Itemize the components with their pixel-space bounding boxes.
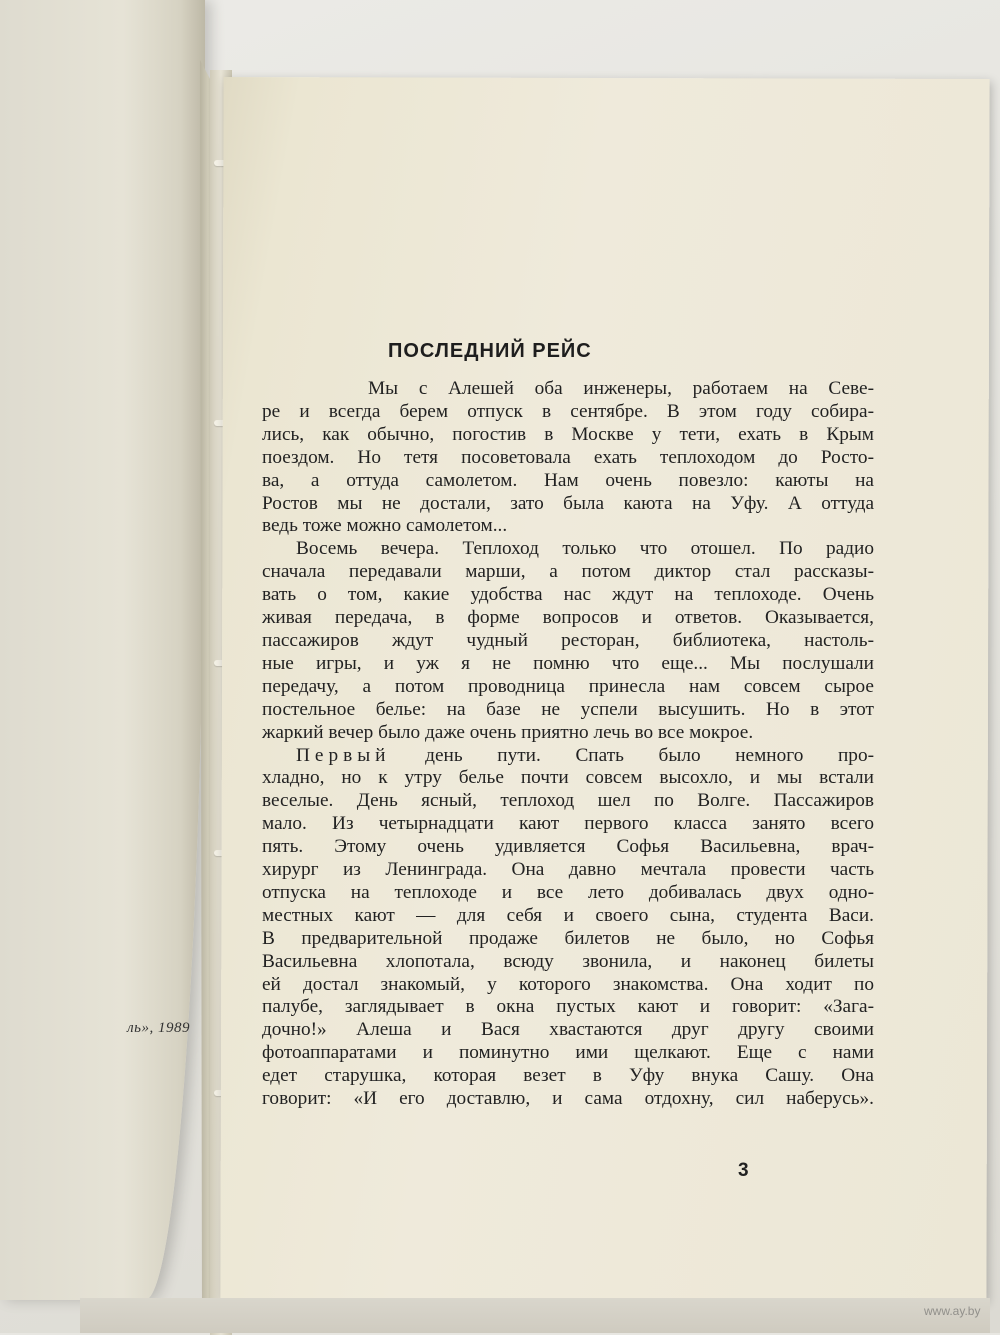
text-line: пассажиров ждут чудный ресторан, библиотека, настоль-	[262, 629, 874, 651]
text-line: ей достал знакомый, у которого знакомства. Она ходит по	[262, 973, 874, 995]
spaced-phrase: Первый	[296, 744, 391, 766]
text-line: Васильевна хлопотала, всюду звонила, и наконец билеты	[262, 950, 874, 972]
left-page	[0, 0, 205, 1300]
imprint-text: ль», 1989	[127, 1020, 190, 1036]
text-line: жаркий вечер было даже очень приятно лечь во все мокрое.	[262, 721, 754, 743]
text-line: дочно!» Алеша и Вася хвастаются друг другу своими	[262, 1019, 874, 1041]
text-line: ре и всегда берем отпуск в сентябре. В этом году собира-	[262, 400, 874, 422]
text-line: поездом. Но тетя посоветовала ехать теплоходом до Росто-	[262, 446, 874, 468]
text-line: пять. Этому очень удивляется Софья Васильевна, врач-	[262, 836, 874, 858]
text-line: постельное белье: на базе не успели высушить. Но в этот	[262, 698, 874, 720]
text-line: веселые. День ясный, теплоход шел по Волге. Пассажиров	[262, 790, 874, 812]
text-line: едет старушка, которая везет в Уфу внука Сашу. Она	[262, 1065, 874, 1087]
text-line: мало. Из четырнадцати кают первого класса занято всего	[262, 813, 874, 835]
text-line: говорит: «И его доставлю, и сама отдохну, сил наберусь».	[262, 1088, 874, 1110]
text-line: хладно, но к утру белье почти совсем высохло, и мы встали	[262, 767, 874, 789]
page-number: 3	[738, 1160, 749, 1181]
text-line: ва, а оттуда самолетом. Нам очень повезло: каюты на	[262, 469, 874, 491]
text-line: фотоаппаратами и поминутно ими щелкают. Еще с нами	[262, 1042, 874, 1064]
text-line: отпуска на теплоходе и все лето добивалась двух одно-	[262, 881, 874, 903]
text-line: вать о том, какие удобства нас ждут на теплоходе. Очень	[262, 584, 874, 606]
text-line: Ростов мы не достали, зато была каюта на Уфу. А оттуда	[262, 492, 874, 514]
text-line: лись, как обычно, погостив в Москве у тети, ехать в Крым	[262, 423, 874, 445]
text-line: передачу, а потом проводница принесла нам совсем сырое	[262, 675, 874, 697]
text-line: палубе, заглядывает в окна пустых кают и говорит: «Зага-	[262, 996, 874, 1018]
text-line: Восемь вечера. Теплоход только что отошел. По радио	[296, 538, 874, 560]
chapter-title: ПОСЛЕДНИЙ РЕЙС	[388, 340, 592, 362]
text-line: ные игры, и уж я не помню что еще... Мы послушали	[262, 652, 874, 674]
text-line: живая передача, в форме вопросов и ответов. Оказывается,	[262, 607, 874, 629]
book-bottom-edge	[80, 1298, 990, 1333]
text-line: хирург из Ленинграда. Она давно мечтала провести часть	[262, 859, 874, 881]
text-line: сначала передавали марши, а потом диктор стал рассказы-	[262, 561, 874, 583]
body-text	[262, 378, 874, 1111]
watermark: www.ay.by	[924, 1304, 981, 1318]
text-line-rest: день пути. Спать было немного про-	[425, 744, 874, 766]
text-line	[262, 745, 874, 768]
text-line: местных кают — для себя и своего сына, студента Васи.	[262, 904, 874, 926]
text-line: Мы с Алешей оба инженеры, работаем на Севе-	[368, 378, 874, 399]
text-line: В предварительной продаже билетов не было, но Софья	[262, 927, 874, 949]
text-line: ведь тоже можно самолетом...	[262, 515, 508, 537]
